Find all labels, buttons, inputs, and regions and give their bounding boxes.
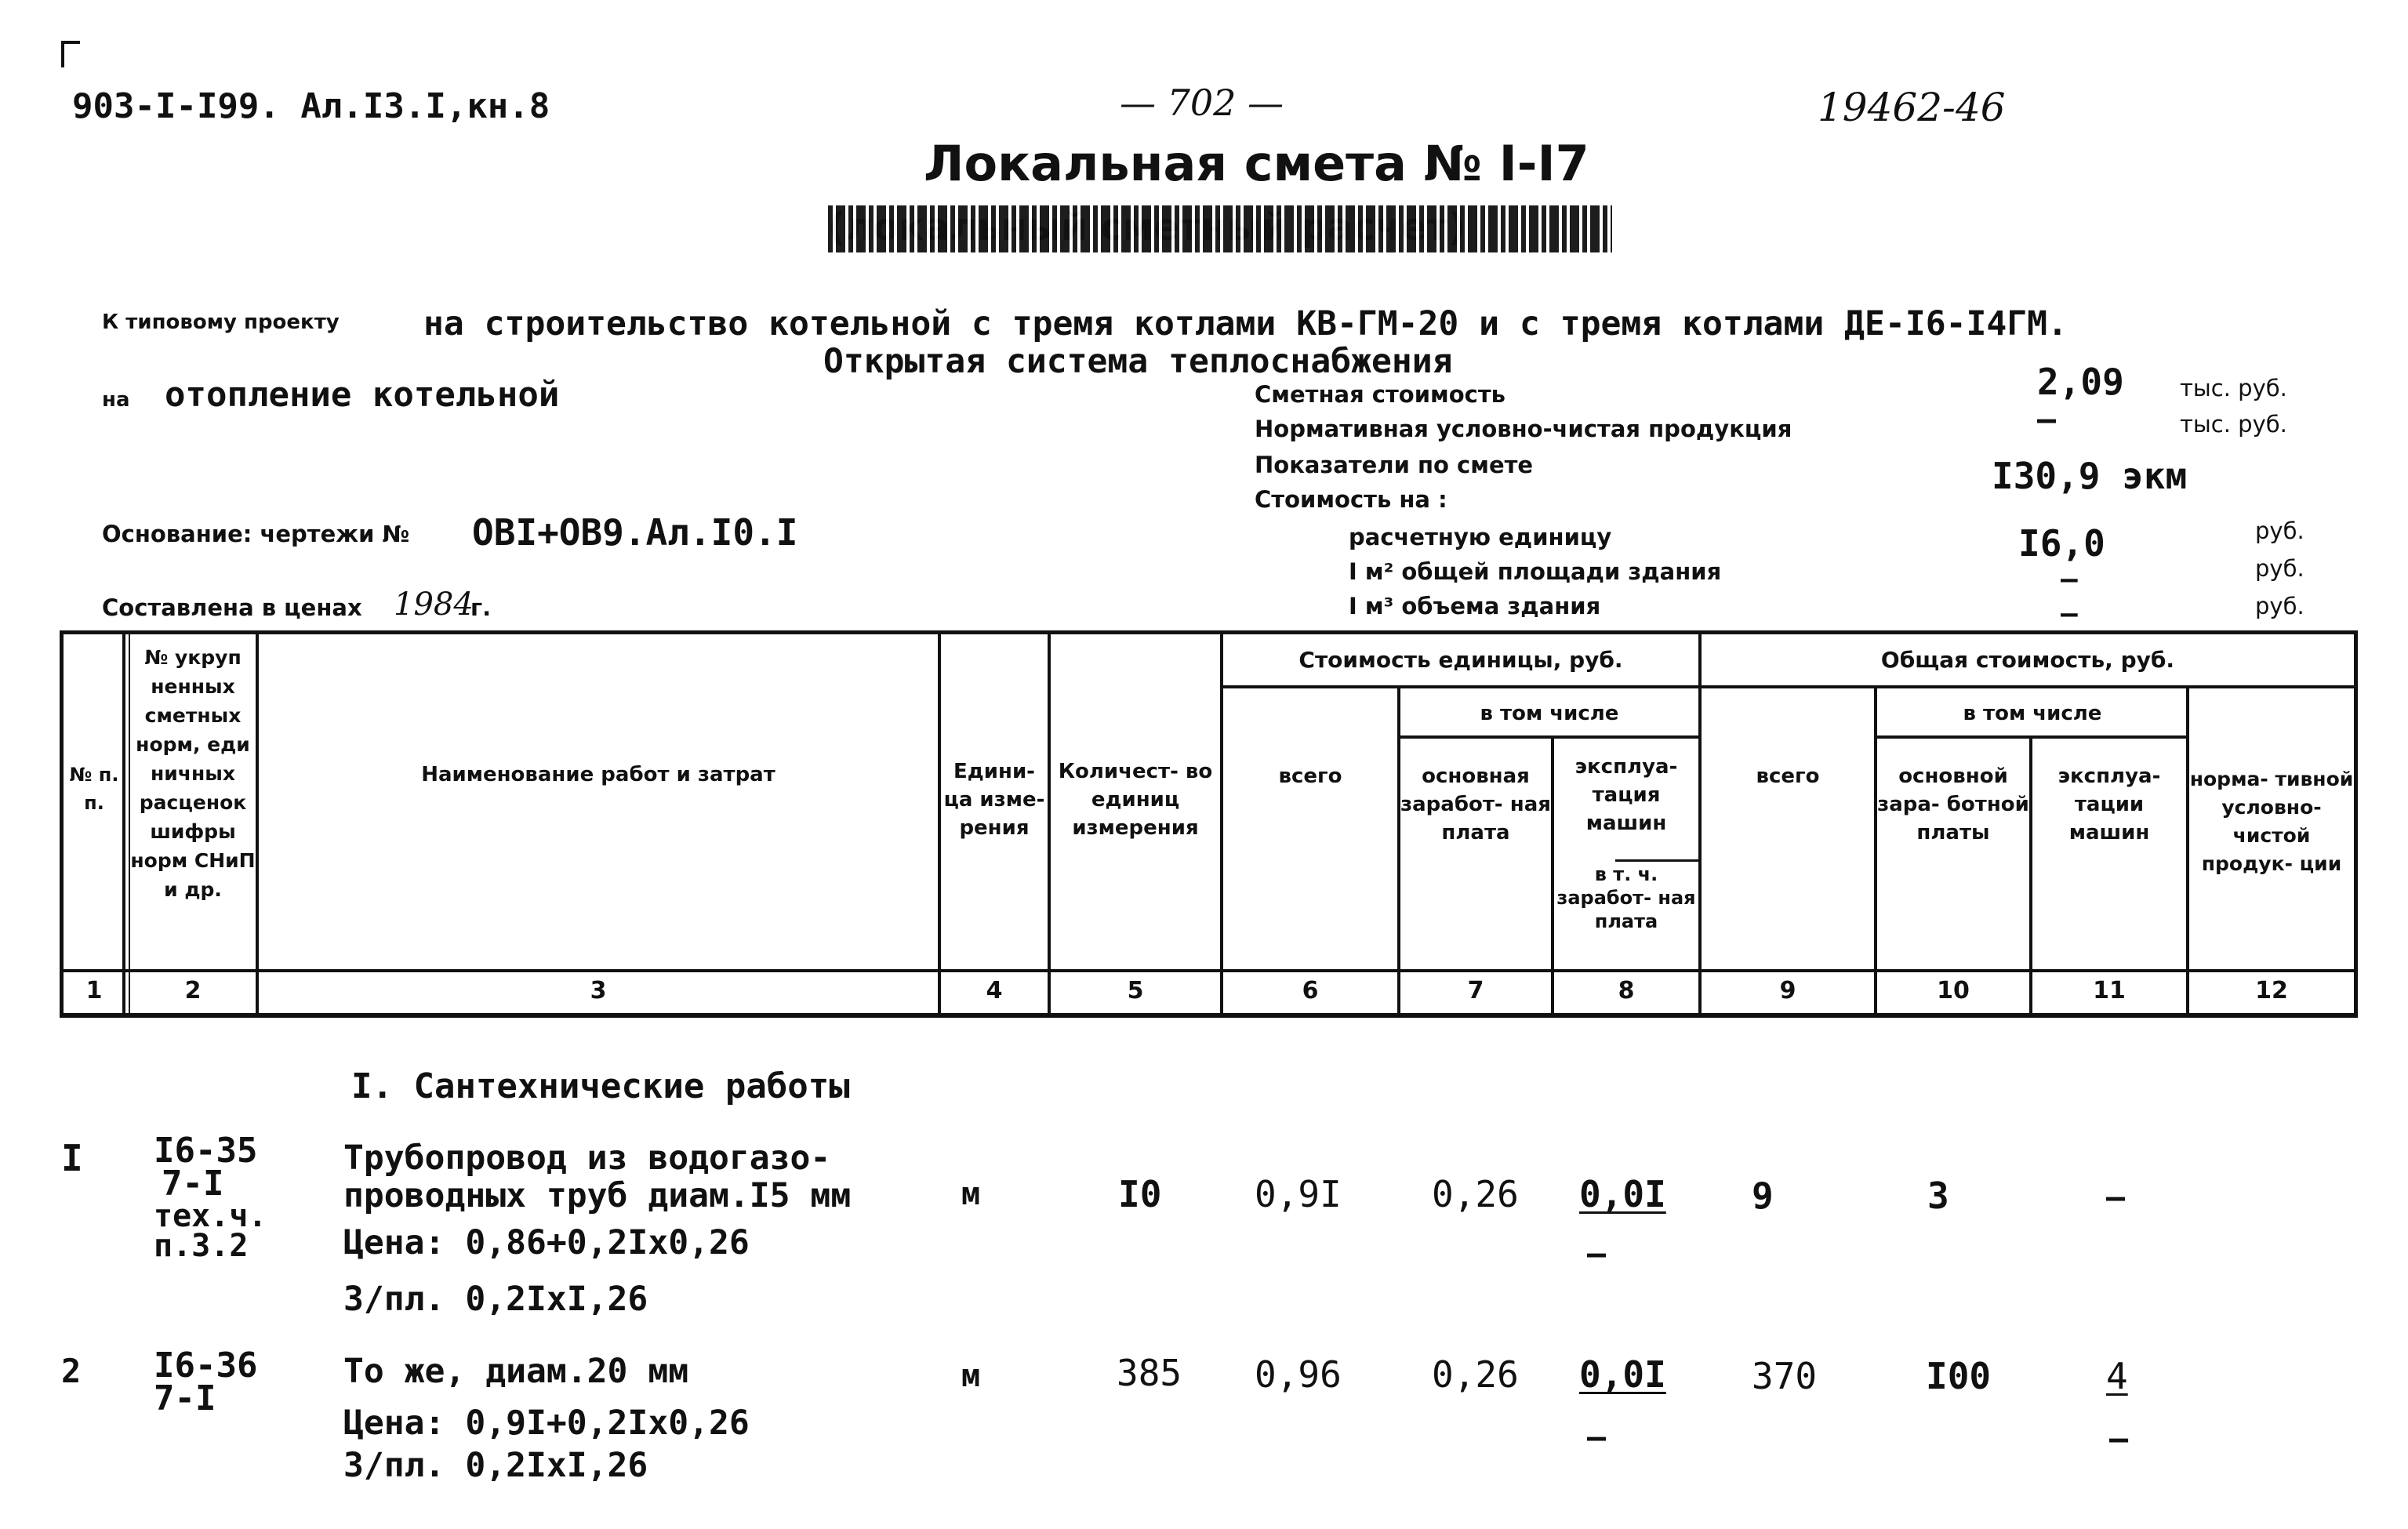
col-number: 3: [590, 977, 607, 1004]
col-number: 1: [85, 977, 103, 1004]
col-number: 11: [2093, 977, 2126, 1004]
cost-per-label: Стоимость на :: [1255, 486, 1447, 513]
row-code: тех.ч.: [154, 1198, 267, 1234]
col-incl-1: в том числе: [1480, 702, 1619, 725]
project-prefix: К типовому проекту: [102, 311, 340, 334]
row-sum-wage: 3: [1927, 1175, 1949, 1217]
indicators-value: I30,9 экм: [1992, 455, 2188, 497]
na-text: отопление котельной: [165, 375, 560, 415]
estimate-cost-value: 2,09: [2037, 361, 2124, 403]
row-machines-wage: –: [1587, 1419, 1607, 1455]
col-number: 4: [986, 977, 1003, 1004]
section-title: I. Сантехнические работы: [351, 1066, 850, 1106]
row-sum-machines-wage: –: [2109, 1421, 2129, 1457]
unit-value: I6,0: [2018, 522, 2105, 565]
row-no: 2: [61, 1352, 82, 1390]
row-sum-machines: 4: [2106, 1355, 2128, 1397]
row-wage: З/пл. 0,2IхI,26: [343, 1446, 648, 1485]
row-price: Цена: 0,86+0,2Iх0,26: [343, 1223, 750, 1262]
row-sum-total: 370: [1752, 1355, 1818, 1397]
indicators-label: Показатели по смете: [1255, 452, 1534, 478]
volume-label: I м³ объема здания: [1349, 593, 1601, 619]
col-header-sum-machines: эксплуа- тации машин: [2058, 764, 2161, 844]
area-value: –: [2061, 563, 2078, 595]
unit-label: расчетную единицу: [1349, 524, 1612, 550]
col-header-name: Наименование работ и затрат: [421, 763, 775, 786]
na-prefix: на: [102, 388, 130, 412]
col-number: 7: [1467, 977, 1484, 1004]
area-unit: руб.: [2255, 555, 2304, 582]
basis-value: ОВI+ОВ9.Ал.I0.I: [472, 511, 798, 554]
volume-value: –: [2061, 597, 2078, 630]
row-machines: 0,0I: [1579, 1353, 1666, 1396]
project-text-2: Открытая система теплоснабжения: [823, 342, 1453, 381]
row-machines-wage: –: [1587, 1236, 1607, 1272]
row-unit: м: [961, 1358, 981, 1394]
col-header-total: всего: [1278, 764, 1342, 788]
row-total: 0,96: [1255, 1353, 1342, 1396]
volume-unit: руб.: [2255, 593, 2304, 619]
col-number: 12: [2255, 977, 2288, 1004]
row-sum-total: 9: [1752, 1175, 1774, 1217]
row-unit: м: [961, 1176, 981, 1212]
estimate-cost-label: Сметная стоимость: [1255, 381, 1505, 408]
row-base-wage: 0,26: [1432, 1353, 1519, 1396]
project-text: на строительство котельной с тремя котлами КВ-ГМ-20 и с тремя котлами ДЕ-I6-I4ГМ.: [423, 304, 2068, 343]
col-number: 2: [184, 977, 202, 1004]
col-header-sum-total: всего: [1756, 764, 1820, 788]
col-incl-2: в том числе: [1963, 702, 2102, 725]
row-name: Трубопровод из водогазо-: [343, 1139, 831, 1178]
estimate-cost-unit: тыс. руб.: [2180, 375, 2287, 401]
col-header-sum-wage: основной зара- ботной платы: [1877, 764, 2029, 844]
col-header-qty: Количест- во единиц измерения: [1058, 760, 1213, 840]
row-qty: 385: [1117, 1352, 1182, 1394]
page-title: Локальная смета № I-I7: [924, 135, 1589, 192]
col-number: 8: [1618, 977, 1635, 1004]
row-no: I: [61, 1137, 83, 1179]
row-name: проводных труб диам.I5 мм: [343, 1176, 852, 1215]
row-sum-wage: I00: [1926, 1355, 1992, 1397]
col-number: 9: [1779, 977, 1796, 1004]
row-code: 7-I: [154, 1378, 216, 1418]
row-price: Цена: 0,9I+0,2Iх0,26: [343, 1404, 750, 1443]
stamp-number: 19462-46: [1818, 85, 2006, 130]
col-number: 10: [1937, 977, 1970, 1004]
col-header-machines-wage: в т. ч. заработ- ная плата: [1556, 863, 1696, 932]
col-number: 5: [1127, 977, 1144, 1004]
area-label: I м² общей площади здания: [1349, 558, 1722, 585]
col-group-total-cost: Общая стоимость, руб.: [1880, 647, 2175, 673]
row-code: I6-35: [154, 1131, 258, 1171]
row-qty: I0: [1118, 1173, 1162, 1215]
net-product-value: –: [2037, 401, 2057, 438]
col-header-unit: Едини- ца изме- рения: [943, 760, 1045, 840]
corner-mark: [61, 41, 80, 67]
prices-suffix: г.: [470, 594, 492, 621]
prices-label: Составлена в ценах: [102, 594, 362, 621]
row-sum-machines: –: [2106, 1179, 2126, 1215]
net-product-unit: тыс. руб.: [2180, 411, 2287, 438]
col-number: 6: [1302, 977, 1319, 1004]
prices-year: 1984: [394, 587, 474, 623]
row-code: 7-I: [162, 1164, 224, 1204]
row-code: I6-36: [154, 1346, 258, 1386]
row-wage: З/пл. 0,2IхI,26: [343, 1280, 648, 1319]
strike-through: [828, 205, 1612, 252]
doc-code: 903-I-I99. Ал.I3.I,кн.8: [72, 86, 550, 126]
page-number: — 702 —: [1120, 82, 1284, 124]
net-product-label: Нормативная условно-чистая продукция: [1255, 416, 1792, 442]
col-header-no: № п. п.: [69, 764, 119, 814]
row-code: п.3.2: [154, 1228, 249, 1264]
col-header-machines: эксплуа- тация машин: [1574, 755, 1678, 835]
unit-unit: руб.: [2255, 518, 2304, 544]
col-header-net-product: норма- тивной условно- чистой продук- ции: [2189, 768, 2354, 875]
row-machines: 0,0I: [1579, 1173, 1666, 1215]
row-name: То же, диам.20 мм: [343, 1352, 689, 1391]
row-base-wage: 0,26: [1432, 1173, 1519, 1215]
col-header-code: № укруп ненных сметных норм, еди ничных расценок шифры норм СНиП и др.: [130, 646, 256, 901]
row-total: 0,9I: [1255, 1173, 1342, 1215]
basis-label: Основание: чертежи №: [102, 521, 410, 547]
col-group-unit-cost: Стоимость единицы, руб.: [1298, 647, 1623, 673]
col-header-base-wage: основная заработ- ная плата: [1400, 764, 1551, 844]
